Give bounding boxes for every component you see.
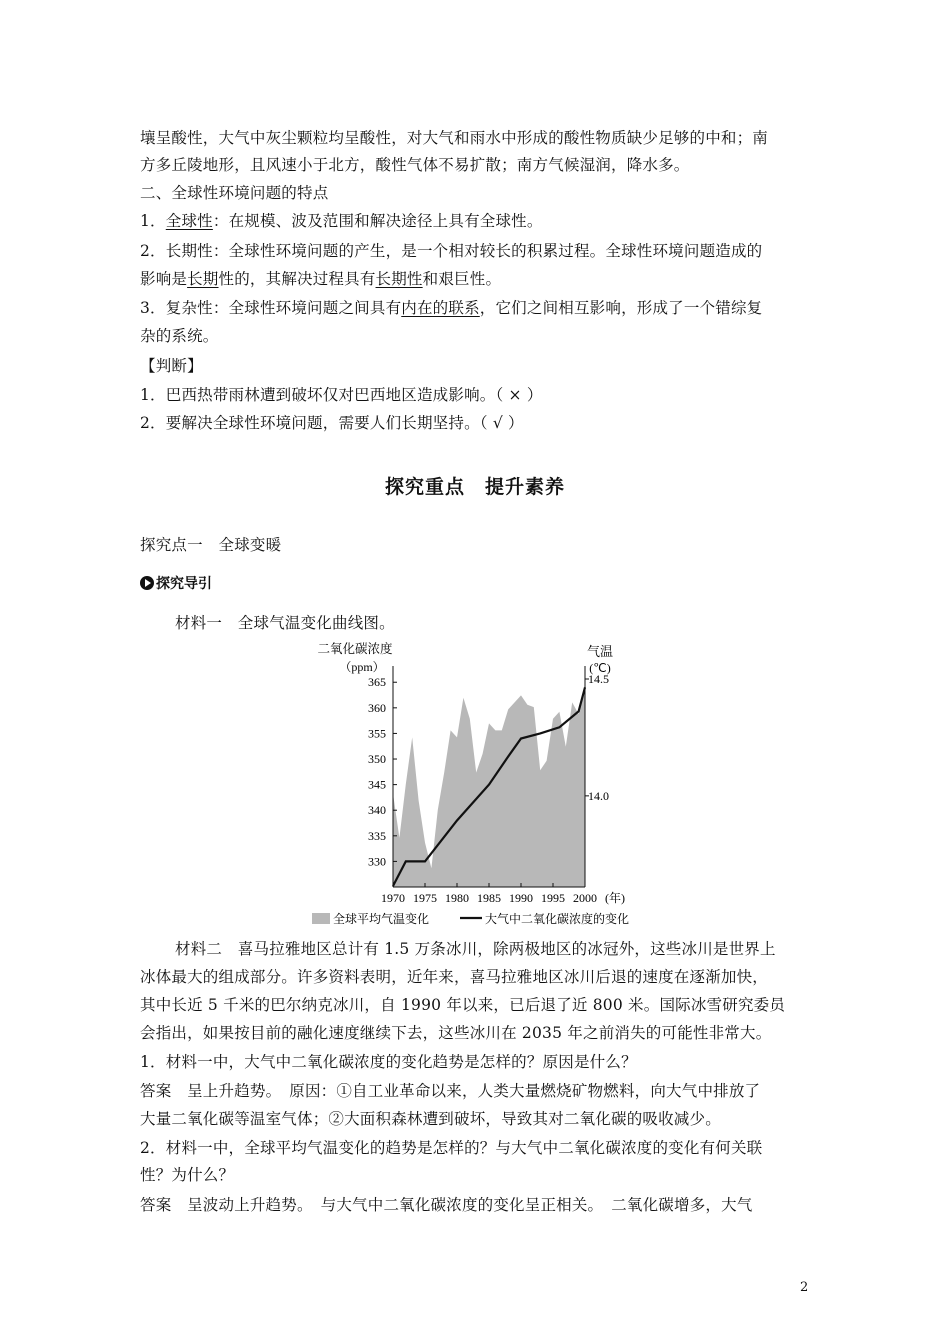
x-tick-label: 1985 [477,891,501,905]
item-text: ，它们之间相互影响，形成了一个错综复 [479,299,763,317]
left-tick-label: 340 [368,803,386,818]
answer: 大量二氧化碳等温室气体；②大面积森林遭到破坏，导致其对二氧化碳的吸收减少。 [140,1110,721,1128]
item-number: 1． [140,212,166,230]
left-axis-label: 二氧化碳浓度 [317,642,393,656]
x-tick-label: 2000 [573,891,597,905]
list-item [140,297,762,319]
left-tick-label: 330 [368,854,386,869]
answer: 答案 呈上升趋势。 原因：①自工业革命以来，人类大量燃烧矿物燃料，向大气中排放了 [140,1082,761,1100]
play-icon [140,576,154,590]
x-tick-label: 1995 [541,891,565,905]
section-title: 探究重点 提升素养 [384,476,565,498]
question: 1．材料一中，大气中二氧化碳浓度的变化趋势是怎样的？原因是什么？ [140,1053,637,1071]
right-tick-label: 14.0 [588,788,609,803]
list-item: 2．长期性：全球性环境问题的产生，是一个相对较长的积累过程。全球性环境问题造成的 [140,242,763,260]
left-axis-unit: （ppm） [339,660,385,674]
underlined-term: 内在的联系 [401,299,480,317]
list-item [140,210,543,232]
item-text: 影响是 [140,270,188,288]
item-text: ：在规模、波及范围和解决途径上具有全球性。 [212,212,543,230]
material-line: 会指出，如果按目前的融化速度继续下去，这些冰川在 2035 年之前消失的可能性非常大。 [140,1024,772,1042]
judge-item: 2．要解决全球性环境问题，需要人们长期坚持。（ √ ） [140,414,524,432]
x-unit-label: (年) [605,891,625,905]
section-heading: 二、全球性环境问题的特点 [140,184,329,202]
answer: 答案 呈波动上升趋势。 与大气中二氧化碳浓度的变化呈正相关。 二氧化碳增多，大气 [140,1196,753,1214]
right-axis-label: 气温 [586,644,614,659]
page-number: 2 [800,1280,809,1295]
item-text: 和艰巨性。 [422,270,502,288]
right-axis-unit: (℃) [589,661,611,675]
material-caption: 材料一 全球气温变化曲线图。 [175,614,395,632]
material-line: 材料二 喜马拉雅地区总计有 1.5 万条冰川，除两极地区的冰冠外，这些冰川是世界上 [175,940,776,958]
x-tick-label: 1975 [413,891,437,905]
left-tick-label: 365 [368,675,386,690]
judge-label: 【判断】 [140,357,203,375]
x-tick-label: 1990 [509,891,533,905]
judge-item: 1．巴西热带雨林遭到破坏仅对巴西地区造成影响。（ × ） [140,386,543,404]
explore-guide [140,573,212,593]
temperature-co2-chart [300,636,660,936]
list-item-continuation: 杂的系统。 [140,327,219,345]
list-item-continuation [140,268,501,290]
item-text: 性的，其解决过程具有 [218,270,376,288]
right-tick-label: 14.5 [588,672,609,687]
paragraph-line: 方多丘陵地形，且风速小于北方，酸性气体不易扩散；南方气候湿润，降水多。 [140,156,690,174]
legend-swatch-area [312,913,330,924]
left-tick-label: 345 [368,777,386,792]
left-tick-label: 350 [368,752,386,767]
left-tick-label: 355 [368,726,386,741]
question: 性？为什么？ [140,1166,235,1184]
item-text: 3．复杂性：全球性环境问题之间具有 [140,299,402,317]
guide-label: 探究导引 [156,576,212,592]
material-line: 其中长近 5 千米的巴尔纳克冰川，自 1990 年以来，已后退了近 800 米。国际冰雪研究委员 [140,996,786,1014]
material-line: 冰体最大的组成部分。许多资料表明，近年来，喜马拉雅地区冰川后退的速度在逐渐加快， [140,968,769,986]
underlined-term: 全球性 [165,212,213,230]
legend-label-line: 大气中二氧化碳浓度的变化 [485,912,630,926]
left-tick-label: 360 [368,700,386,715]
question: 2．材料一中，全球平均气温变化的趋势是怎样的？与大气中二氧化碳浓度的变化有何关联 [140,1139,763,1157]
left-tick-label: 335 [368,828,386,843]
underlined-term: 长期 [187,270,219,288]
legend-label-area: 全球平均气温变化 [333,912,430,926]
x-tick-label: 1970 [381,891,405,905]
underlined-term: 长期性 [375,270,423,288]
explore-point: 探究点一 全球变暖 [140,536,282,554]
paragraph-line: 壤呈酸性，大气中灰尘颗粒均呈酸性，对大气和雨水中形成的酸性物质缺少足够的中和；南 [140,129,769,147]
x-tick-label: 1980 [445,891,469,905]
